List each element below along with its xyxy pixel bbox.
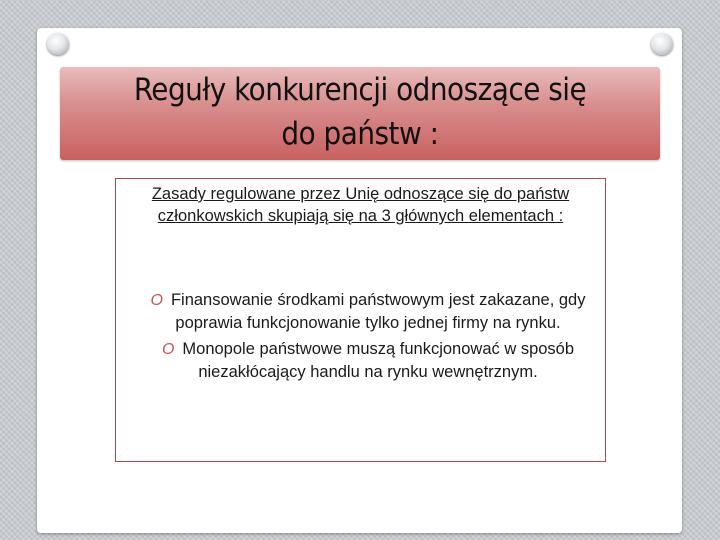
bullet-text: Monopole państwowe muszą funkcjonować w sposób niezakłócający handlu na rynku wewnętrznym. <box>182 340 575 381</box>
pushpin-icon <box>651 33 673 55</box>
intro-text: Zasady regulowane przez Unię odnoszące się do państw członkowskich skupiają się na 3 głównych elementach : <box>151 185 570 225</box>
bullet-item <box>135 338 601 384</box>
bullet-list <box>135 289 601 387</box>
bullet-marker-icon: O <box>161 341 175 358</box>
bullet-marker-icon: O <box>150 292 163 309</box>
bullet-item <box>135 289 601 335</box>
slide-title <box>60 68 660 156</box>
bullet-text: Finansowanie środkami państwowym jest zakazane, gdy poprawia funkcjonowanie tylko jednej firmy na rynku. <box>170 291 586 332</box>
slide-title-line-2: do państw : <box>281 116 439 152</box>
pushpin-icon <box>47 33 69 55</box>
slide-title-line-1: Reguły konkurencji odnoszące się <box>133 72 587 108</box>
